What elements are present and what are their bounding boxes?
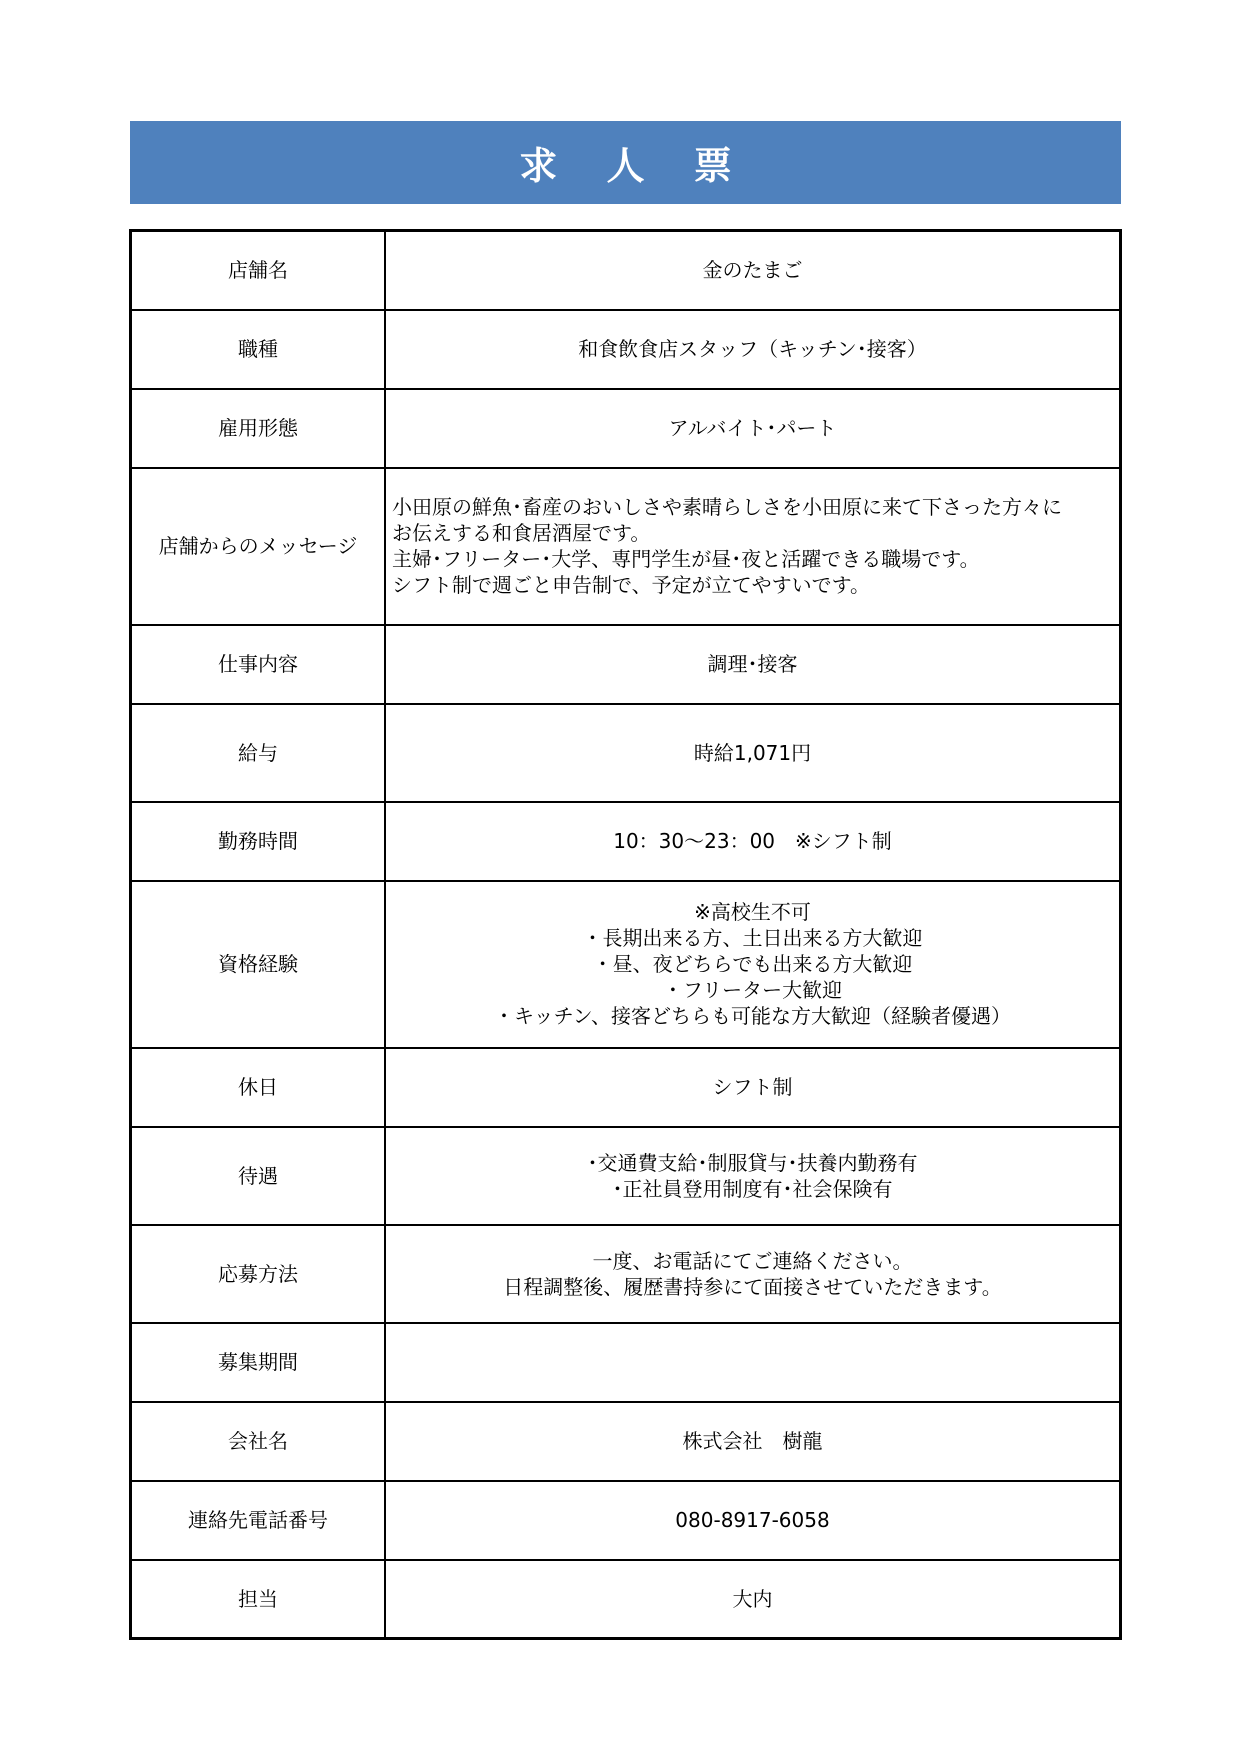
job-posting-table — [129, 229, 1122, 1640]
value-line: 調理･接客 — [707, 652, 798, 676]
row-value-salary — [385, 704, 1121, 802]
table-row — [131, 1048, 1121, 1127]
row-label: 勤務時間 — [131, 802, 386, 881]
row-value-holidays — [385, 1048, 1121, 1127]
row-label: 雇用形態 — [131, 389, 386, 468]
row-label: 仕事内容 — [131, 625, 386, 704]
table-row — [131, 231, 1121, 310]
value-line: ･正社員登用制度有･社会保険有 — [612, 1176, 893, 1201]
row-value-employment-type — [385, 389, 1121, 468]
value-line: ・フリーター大歓迎 — [662, 978, 843, 1002]
row-value-qualifications — [385, 881, 1121, 1048]
row-label: 会社名 — [131, 1402, 386, 1481]
row-label: 休日 — [131, 1048, 386, 1127]
row-label: 募集期間 — [131, 1323, 386, 1402]
value-line: シフト制で週ごと申告制で、予定が立てやすいです。 — [392, 573, 870, 597]
table-row — [131, 1323, 1121, 1402]
page-title: 求 人 票 — [519, 144, 750, 188]
row-value-benefits — [385, 1127, 1121, 1225]
table-row — [131, 1225, 1121, 1323]
row-value-contact-person — [385, 1560, 1121, 1639]
row-label: 店舗からのメッセージ — [131, 468, 386, 625]
value-line: 金のたまご — [702, 258, 803, 283]
value-line: 株式会社 樹龍 — [682, 1429, 823, 1453]
table-row — [131, 389, 1121, 468]
row-value-working-hours — [385, 802, 1121, 881]
value-line: 080-8917-6058 — [675, 1508, 830, 1532]
value-line: 10：30～23：00 ※シフト制 — [613, 829, 892, 853]
value-line: お伝えする和食居酒屋です。 — [392, 521, 651, 545]
table-row — [131, 310, 1121, 389]
row-label: 待遇 — [131, 1127, 386, 1225]
table-row — [131, 1481, 1121, 1560]
value-line: アルバイト･パート — [668, 416, 837, 440]
row-label: 応募方法 — [131, 1225, 386, 1323]
table-row — [131, 704, 1121, 802]
row-value-job-content — [385, 625, 1121, 704]
row-label: 給与 — [131, 704, 386, 802]
row-value-job-type — [385, 310, 1121, 389]
table-row — [131, 468, 1121, 625]
row-value-recruitment-period — [385, 1323, 1121, 1402]
row-label: 職種 — [131, 310, 386, 389]
value-line: 日程調整後、履歴書持参にて面接させていただきます。 — [503, 1274, 1002, 1299]
value-line: ・昼、夜どちらでも出来る方大歓迎 — [592, 952, 913, 976]
row-label: 連絡先電話番号 — [131, 1481, 386, 1560]
value-line: シフト制 — [712, 1075, 793, 1099]
table-row — [131, 1127, 1121, 1225]
value-line: 一度、お電話にてご連絡ください。 — [592, 1248, 913, 1273]
value-line: 小田原の鮮魚･畜産のおいしさや素晴らしさを小田原に来て下さった方々に — [392, 495, 1062, 519]
table-row — [131, 881, 1121, 1048]
value-line: 和食飲食店スタッフ（キッチン･接客） — [578, 337, 927, 361]
row-value-company-name — [385, 1402, 1121, 1481]
value-line: ※高校生不可 — [694, 900, 811, 924]
value-line: ・長期出来る方、土日出来る方大歓迎 — [582, 926, 923, 950]
value-line: 大内 — [732, 1586, 773, 1611]
value-line: ・キッチン、接客どちらも可能な方大歓迎（経験者優遇） — [494, 1004, 1011, 1028]
row-value-application-method — [385, 1225, 1121, 1323]
table-row — [131, 625, 1121, 704]
row-label: 資格経験 — [131, 881, 386, 1048]
table-row — [131, 1560, 1121, 1639]
row-value-store-message — [385, 468, 1121, 625]
row-label: 担当 — [131, 1560, 386, 1639]
value-line: 主婦･フリーター･大学、専門学生が昼･夜と活躍できる職場です。 — [392, 547, 980, 571]
row-label: 店舗名 — [131, 231, 386, 310]
table-row — [131, 802, 1121, 881]
row-value-store-name — [385, 231, 1121, 310]
value-line: 時給1,071円 — [693, 740, 812, 765]
value-line: ･交通費支給･制服貸与･扶養内勤務有 — [587, 1150, 918, 1175]
row-value-phone-number — [385, 1481, 1121, 1560]
table-row — [131, 1402, 1121, 1481]
title-bar — [130, 121, 1121, 204]
